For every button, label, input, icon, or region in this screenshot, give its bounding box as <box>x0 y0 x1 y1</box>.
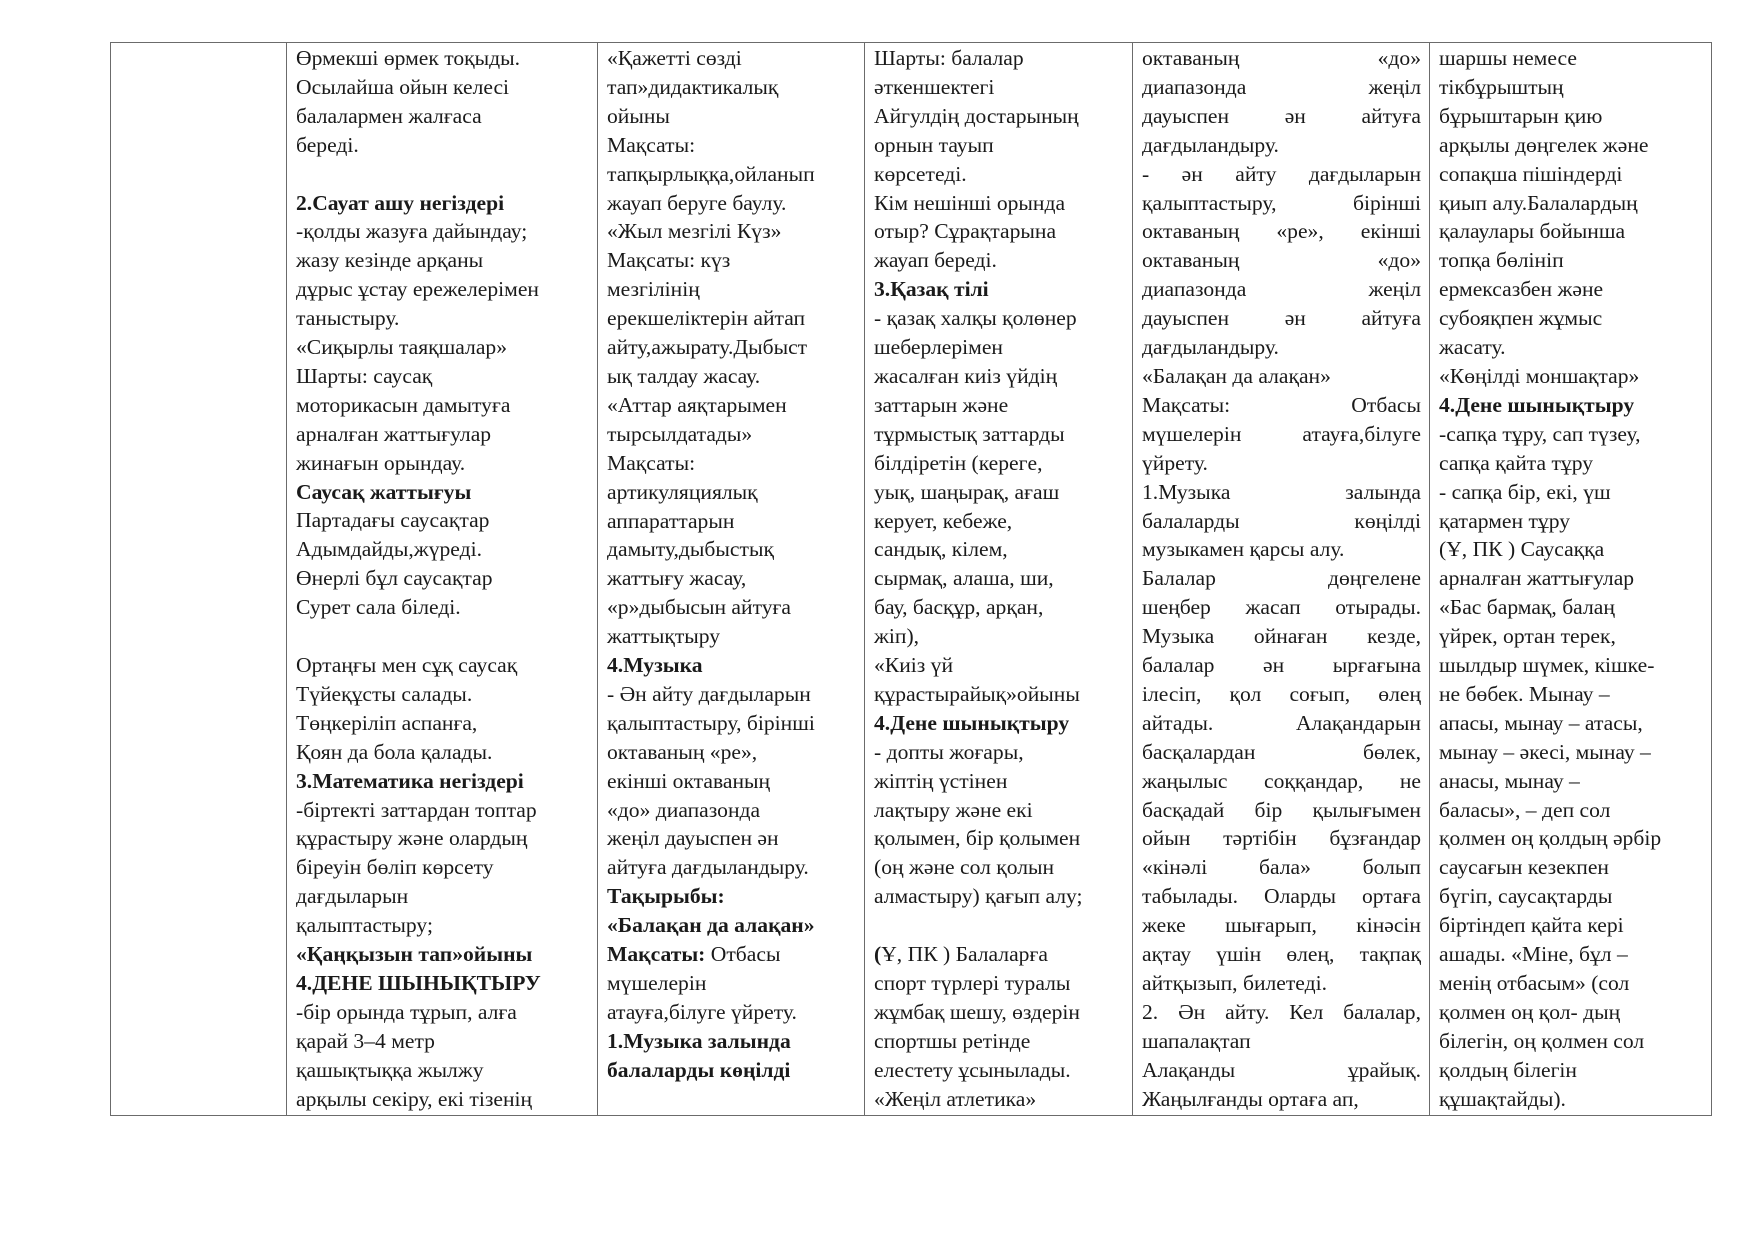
text-line: мезгілінің <box>607 277 700 302</box>
text-line: қарай 3–4 метр <box>296 1028 435 1053</box>
line-rest: Ұ, ПК ) Балаларға <box>881 942 1048 967</box>
text-line: балалар ән ырғағына <box>1142 653 1421 678</box>
text-line: Кім нешінші орында <box>874 190 1066 215</box>
text-line: Саусақ жаттығуы <box>296 479 472 504</box>
text-line: қалыптастыру; <box>296 913 433 938</box>
text-line: таныстыру. <box>296 306 400 331</box>
text-line: сапқа қайта тұру <box>1439 450 1594 475</box>
text-line: 4.Дене шынықтыру <box>1439 392 1635 417</box>
table-cell-2 <box>287 43 598 1116</box>
text-line: ойын тәртібін бұзғандар <box>1142 826 1421 851</box>
text-line: көрсетеді. <box>874 161 967 186</box>
text-line: -бір орында тұрып, алға <box>296 999 517 1024</box>
text-line: елестету ұсынылады. <box>874 1057 1071 1082</box>
text-line: дауыспен ән айтуға <box>1142 306 1421 331</box>
text-line: «Сиқырлы таяқшалар» <box>296 335 508 360</box>
text-line: құрастыру және олардың <box>296 826 528 851</box>
text-line: 2.Сауат ашу негіздері <box>296 190 505 215</box>
text-line: заттарын және <box>874 392 1009 417</box>
text-line: - допты жоғары, <box>874 739 1024 764</box>
table-cell-5 <box>1133 43 1430 1116</box>
text-line: арқылы секіру, екі тізенің <box>296 1086 533 1111</box>
text-line: Төңкеріліп аспанға, <box>296 710 478 735</box>
text-line: диапазонда жеңіл <box>1142 74 1421 99</box>
text-line: шылдыр шүмек, кішке- <box>1439 653 1655 678</box>
lesson-plan-table <box>110 42 1712 1116</box>
text-line: 4.Дене шынықтыру <box>874 710 1070 735</box>
text-line: -қолды жазуға дайындау; <box>296 219 528 244</box>
text-line: 4.ДЕНЕ ШЫНЫҚТЫРУ <box>296 970 541 995</box>
text-line: Адымдайды,жүреді. <box>296 537 482 562</box>
text-line: жауап беруге баулу. <box>607 190 787 215</box>
text-line: бұрыштарын қию <box>1439 103 1603 128</box>
text-line: Қоян да бола қалады. <box>296 739 493 764</box>
text-line: дағдыларын <box>296 884 409 909</box>
text-line: баласы», – деп сол <box>1439 797 1611 822</box>
text-line: (оң және сол қолын <box>874 855 1055 880</box>
text-line: Музыка ойнаған кезде, <box>1142 624 1421 649</box>
text-line: үйрек, ортан терек, <box>1439 624 1616 649</box>
text-line: дауыспен ән айтуға <box>1142 103 1421 128</box>
text-line: тапқырлыққа,ойланып <box>607 161 815 186</box>
text-line <box>296 160 589 189</box>
text-line: «Жеңіл атлетика» <box>874 1086 1037 1111</box>
text-line: Мақсаты: <box>607 132 696 157</box>
text-line: айту,ажырату.Дыбыст <box>607 335 808 360</box>
text-line: апасы, мынау – атасы, <box>1439 710 1643 735</box>
text-line: біреуін бөліп көрсету <box>296 855 494 880</box>
text-line: мүшелерін <box>607 971 707 995</box>
text-line: спорт түрлері туралы <box>874 970 1071 995</box>
text-line: жасалған киіз үйдің <box>874 363 1058 388</box>
text-line: балаларды көңілді <box>1142 508 1421 533</box>
text-line: - Ән айту дағдыларын <box>607 681 811 706</box>
text-line: ойыны <box>607 103 670 128</box>
table-cell-4 <box>865 43 1133 1116</box>
text-line: 1.Музыка залында <box>607 1028 791 1053</box>
text-line: басқадай бір қылығымен <box>1142 797 1421 822</box>
text-line: моторикасын дамытуға <box>296 392 511 417</box>
text-line: Шарты: балалар <box>874 46 1024 70</box>
text-line: 4.Музыка <box>607 653 703 678</box>
text-line: қалаулары бойынша <box>1439 219 1626 244</box>
text-line: «Бас бармақ, балаң <box>1439 595 1615 620</box>
text-line: тырсылдатады» <box>607 421 753 446</box>
text-line: «Қаңқызын тап»ойыны <box>296 942 533 967</box>
text-line: білегін, оң қолмен сол <box>1439 1028 1645 1053</box>
text-line: жеңіл дауыспен ән <box>607 826 779 851</box>
text-line: «Киіз үй <box>874 653 954 678</box>
text-line: саусағын кезекпен <box>1439 855 1609 880</box>
text-line: аппараттарын <box>607 508 735 533</box>
text-line: - сапқа бір, екі, үш <box>1439 479 1611 504</box>
text-line: балаларды көңілді <box>607 1057 791 1082</box>
text-line: бүгіп, саусақтарды <box>1439 884 1613 909</box>
text-line: 1.Музыка залында <box>1142 479 1421 504</box>
text-line: субояқпен жұмыс <box>1439 306 1603 331</box>
text-line: «Көңілді моншақтар» <box>1439 363 1640 388</box>
text-line <box>874 940 1124 969</box>
text-line: Балалар дөңгелене <box>1142 566 1421 591</box>
text-line: Түйеқұсты салады. <box>296 681 473 706</box>
text-line: «р»дыбысын айтуға <box>607 595 791 620</box>
text-line: тікбұрыштың <box>1439 74 1564 99</box>
text-line: қиып алу.Балалардың <box>1439 190 1638 215</box>
text-line: ақтау үшін өлең, тақпақ <box>1142 942 1421 967</box>
text-line: қолмен оң қол- дың <box>1439 999 1621 1024</box>
text-line: қолмен оң қолдың әрбір <box>1439 826 1662 851</box>
text-line: лақтыру және екі <box>874 797 1033 822</box>
text-line: жаттықтыру <box>607 624 721 649</box>
text-line: ашады. «Міне, бұл – <box>1439 942 1628 967</box>
text-line: керует, кебеже, <box>874 508 1013 533</box>
text-line: айтқызып, билетеді. <box>1142 971 1327 995</box>
text-line: «Балақан да алақан» <box>607 913 815 938</box>
text-line: Осылайша ойын келесі <box>296 74 510 99</box>
text-line: ерекшеліктерін айтап <box>607 306 806 331</box>
text-line: спортшы ретінде <box>874 1028 1031 1053</box>
text-line: қолдың білегін <box>1439 1057 1577 1082</box>
text-line: менің отбасым» (сол <box>1439 971 1630 995</box>
text-line: білдіретін (керегe, <box>874 450 1043 475</box>
text-line: «Қажетті сөзді <box>607 46 742 70</box>
text-line: арналған жаттығулар <box>296 421 492 446</box>
text-line: Өрмекші өрмек тоқыды. <box>296 46 521 70</box>
text-line: қалыптастыру, бірінші <box>607 710 815 735</box>
text-line: балалармен жалғаса <box>296 103 482 128</box>
text-line: Айгулдің достарының <box>874 103 1079 128</box>
text-line: Ортаңғы мен сұқ саусақ <box>296 653 518 677</box>
text-line: октаваның «до» <box>1142 248 1421 273</box>
text-line: біртіндеп қайта кері <box>1439 913 1624 938</box>
text-line <box>607 940 856 969</box>
text-line: 3.Қазақ тілі <box>874 277 989 302</box>
table-cell-6 <box>1430 43 1712 1116</box>
text-line: жауап береді. <box>874 248 997 273</box>
text-line <box>874 911 1124 940</box>
text-line: жинағын орындау. <box>296 450 466 475</box>
text-line: дамыту,дыбыстық <box>607 537 774 562</box>
text-line: 2. Ән айту. Кел балалар, <box>1142 999 1421 1024</box>
text-line: ілесіп, қол соғып, өлең <box>1142 681 1421 706</box>
text-line: орнын тауып <box>874 132 994 157</box>
text-line: әткеншектегі <box>874 74 995 99</box>
text-line: жаттығу жасау, <box>607 566 747 591</box>
text-line: сопақша пішіндерді <box>1439 161 1623 186</box>
text-line: алмастыру) қағып алу; <box>874 884 1083 909</box>
text-line: шаршы немесе <box>1439 46 1577 70</box>
text-line: Алақанды ұрайық. <box>1142 1057 1421 1082</box>
text-line: жазу кезінде арқаны <box>296 248 484 273</box>
text-line: шеберлерімен <box>874 335 1003 360</box>
text-line: жіп), <box>874 624 920 649</box>
text-line: 3.Математика негіздері <box>296 768 524 793</box>
text-line <box>296 622 589 651</box>
text-line: «до» диапазонда <box>607 797 761 822</box>
text-line: тап»дидактикалық <box>607 74 779 99</box>
text-line: береді. <box>296 132 359 157</box>
text-line: жеке шығарып, кінәсін <box>1142 913 1421 938</box>
text-line: октаваның «ре», <box>607 739 758 764</box>
text-line: не бөбек. Мынау – <box>1439 681 1610 706</box>
text-line: Мақсаты: күз <box>607 248 731 273</box>
text-line: арқылы дөңгелек және <box>1439 132 1649 157</box>
text-line: уық, шаңырақ, ағаш <box>874 479 1060 504</box>
table-cell-1 <box>111 43 287 1116</box>
text-line: Партадағы саусақтар <box>296 508 490 533</box>
text-line: құрастырайық»ойыны <box>874 681 1080 706</box>
text-line: айтуға дағдыландыру. <box>607 855 809 880</box>
text-line: Мақсаты: Отбасы <box>1142 392 1421 417</box>
text-line: октаваның «ре», екінші <box>1142 219 1421 244</box>
text-line: екінші октаваның <box>607 768 771 793</box>
text-line: «Жыл мезгілі Күз» <box>607 219 782 244</box>
text-line: октаваның «до» <box>1142 46 1421 70</box>
text-line: қолымен, бір қолымен <box>874 826 1081 851</box>
text-line: құшақтайды). <box>1439 1086 1566 1111</box>
text-line: «Балақан да алақан» <box>1142 363 1331 388</box>
text-line: отыр? Сұрақтарына <box>874 219 1057 244</box>
text-line: музыкамен қарсы алу. <box>1142 537 1345 562</box>
text-line: мынау – әкесі, мынау – <box>1439 739 1651 764</box>
text-line: табылады. Оларды ортаға <box>1142 884 1421 909</box>
text-line: жіптің үстінен <box>874 768 1008 793</box>
text-line: «Аттар аяқтарымен <box>607 392 787 417</box>
bold-prefix: ( <box>874 942 882 967</box>
text-line: қалыптастыру, бірінші <box>1142 190 1421 215</box>
line-rest: Отбасы <box>705 942 781 967</box>
text-line: сандық, кілем, <box>874 537 1008 562</box>
text-line: сырмақ, алаша, ши, <box>874 566 1054 591</box>
text-line: шеңбер жасап отырады. <box>1142 595 1421 620</box>
text-line: анасы, мынау – <box>1439 768 1580 793</box>
text-line: шапалақтап <box>1142 1028 1251 1053</box>
text-line: бау, басқұр, арқан, <box>874 595 1044 620</box>
text-line: Тақырыбы: <box>607 884 725 909</box>
text-line: топқа бөлініп <box>1439 248 1564 273</box>
text-line: -біртекті заттардан топтар <box>296 797 537 822</box>
text-line: дағдыландыру. <box>1142 132 1279 157</box>
table-cell-3 <box>598 43 865 1116</box>
text-line: мүшелерін атауға,білуге <box>1142 421 1421 446</box>
text-line: Өнерлі бұл саусақтар <box>296 566 493 591</box>
text-line: басқалардан бөлек, <box>1142 739 1421 764</box>
text-line: ық талдау жасау. <box>607 363 761 388</box>
text-line: - ән айту дағдыларын <box>1142 161 1421 186</box>
text-line: дағдыландыру. <box>1142 335 1279 360</box>
text-line: дұрыс ұстау ережелерімен <box>296 277 539 302</box>
text-line: Мақсаты: <box>607 450 696 475</box>
bold-prefix: Мақсаты: <box>607 942 706 967</box>
text-line: Шарты: саусақ <box>296 363 433 388</box>
text-line: Жаңылғанды ортаға ап, <box>1142 1086 1359 1111</box>
text-line: - қазақ халқы қолөнер <box>874 306 1077 331</box>
text-line: арналған жаттығулар <box>1439 566 1635 591</box>
text-line: Сурет сала біледі. <box>296 595 461 620</box>
text-line: тұрмыстық заттарды <box>874 421 1065 446</box>
text-line: жасату. <box>1439 335 1506 360</box>
text-line: үйрету. <box>1142 450 1208 475</box>
text-line: «кінәлі бала» болып <box>1142 855 1421 880</box>
text-line: атауға,білуге үйрету. <box>607 999 797 1024</box>
text-line: -сапқа тұру, сап түзеу, <box>1439 421 1641 446</box>
text-line: диапазонда жеңіл <box>1142 277 1421 302</box>
text-line: жаңылыс соққандар, не <box>1142 768 1421 793</box>
text-line: артикуляциялық <box>607 479 758 504</box>
table-row <box>111 43 1712 1116</box>
text-line: жұмбақ шешу, өздерін <box>874 999 1080 1024</box>
text-line: қашықтыққа жылжу <box>296 1057 484 1082</box>
text-line: ермексазбен және <box>1439 277 1604 302</box>
text-line: қатармен тұру <box>1439 508 1571 533</box>
text-line: айтады. Алақандарын <box>1142 710 1421 735</box>
text-line: (Ұ, ПК ) Саусаққа <box>1439 537 1605 562</box>
